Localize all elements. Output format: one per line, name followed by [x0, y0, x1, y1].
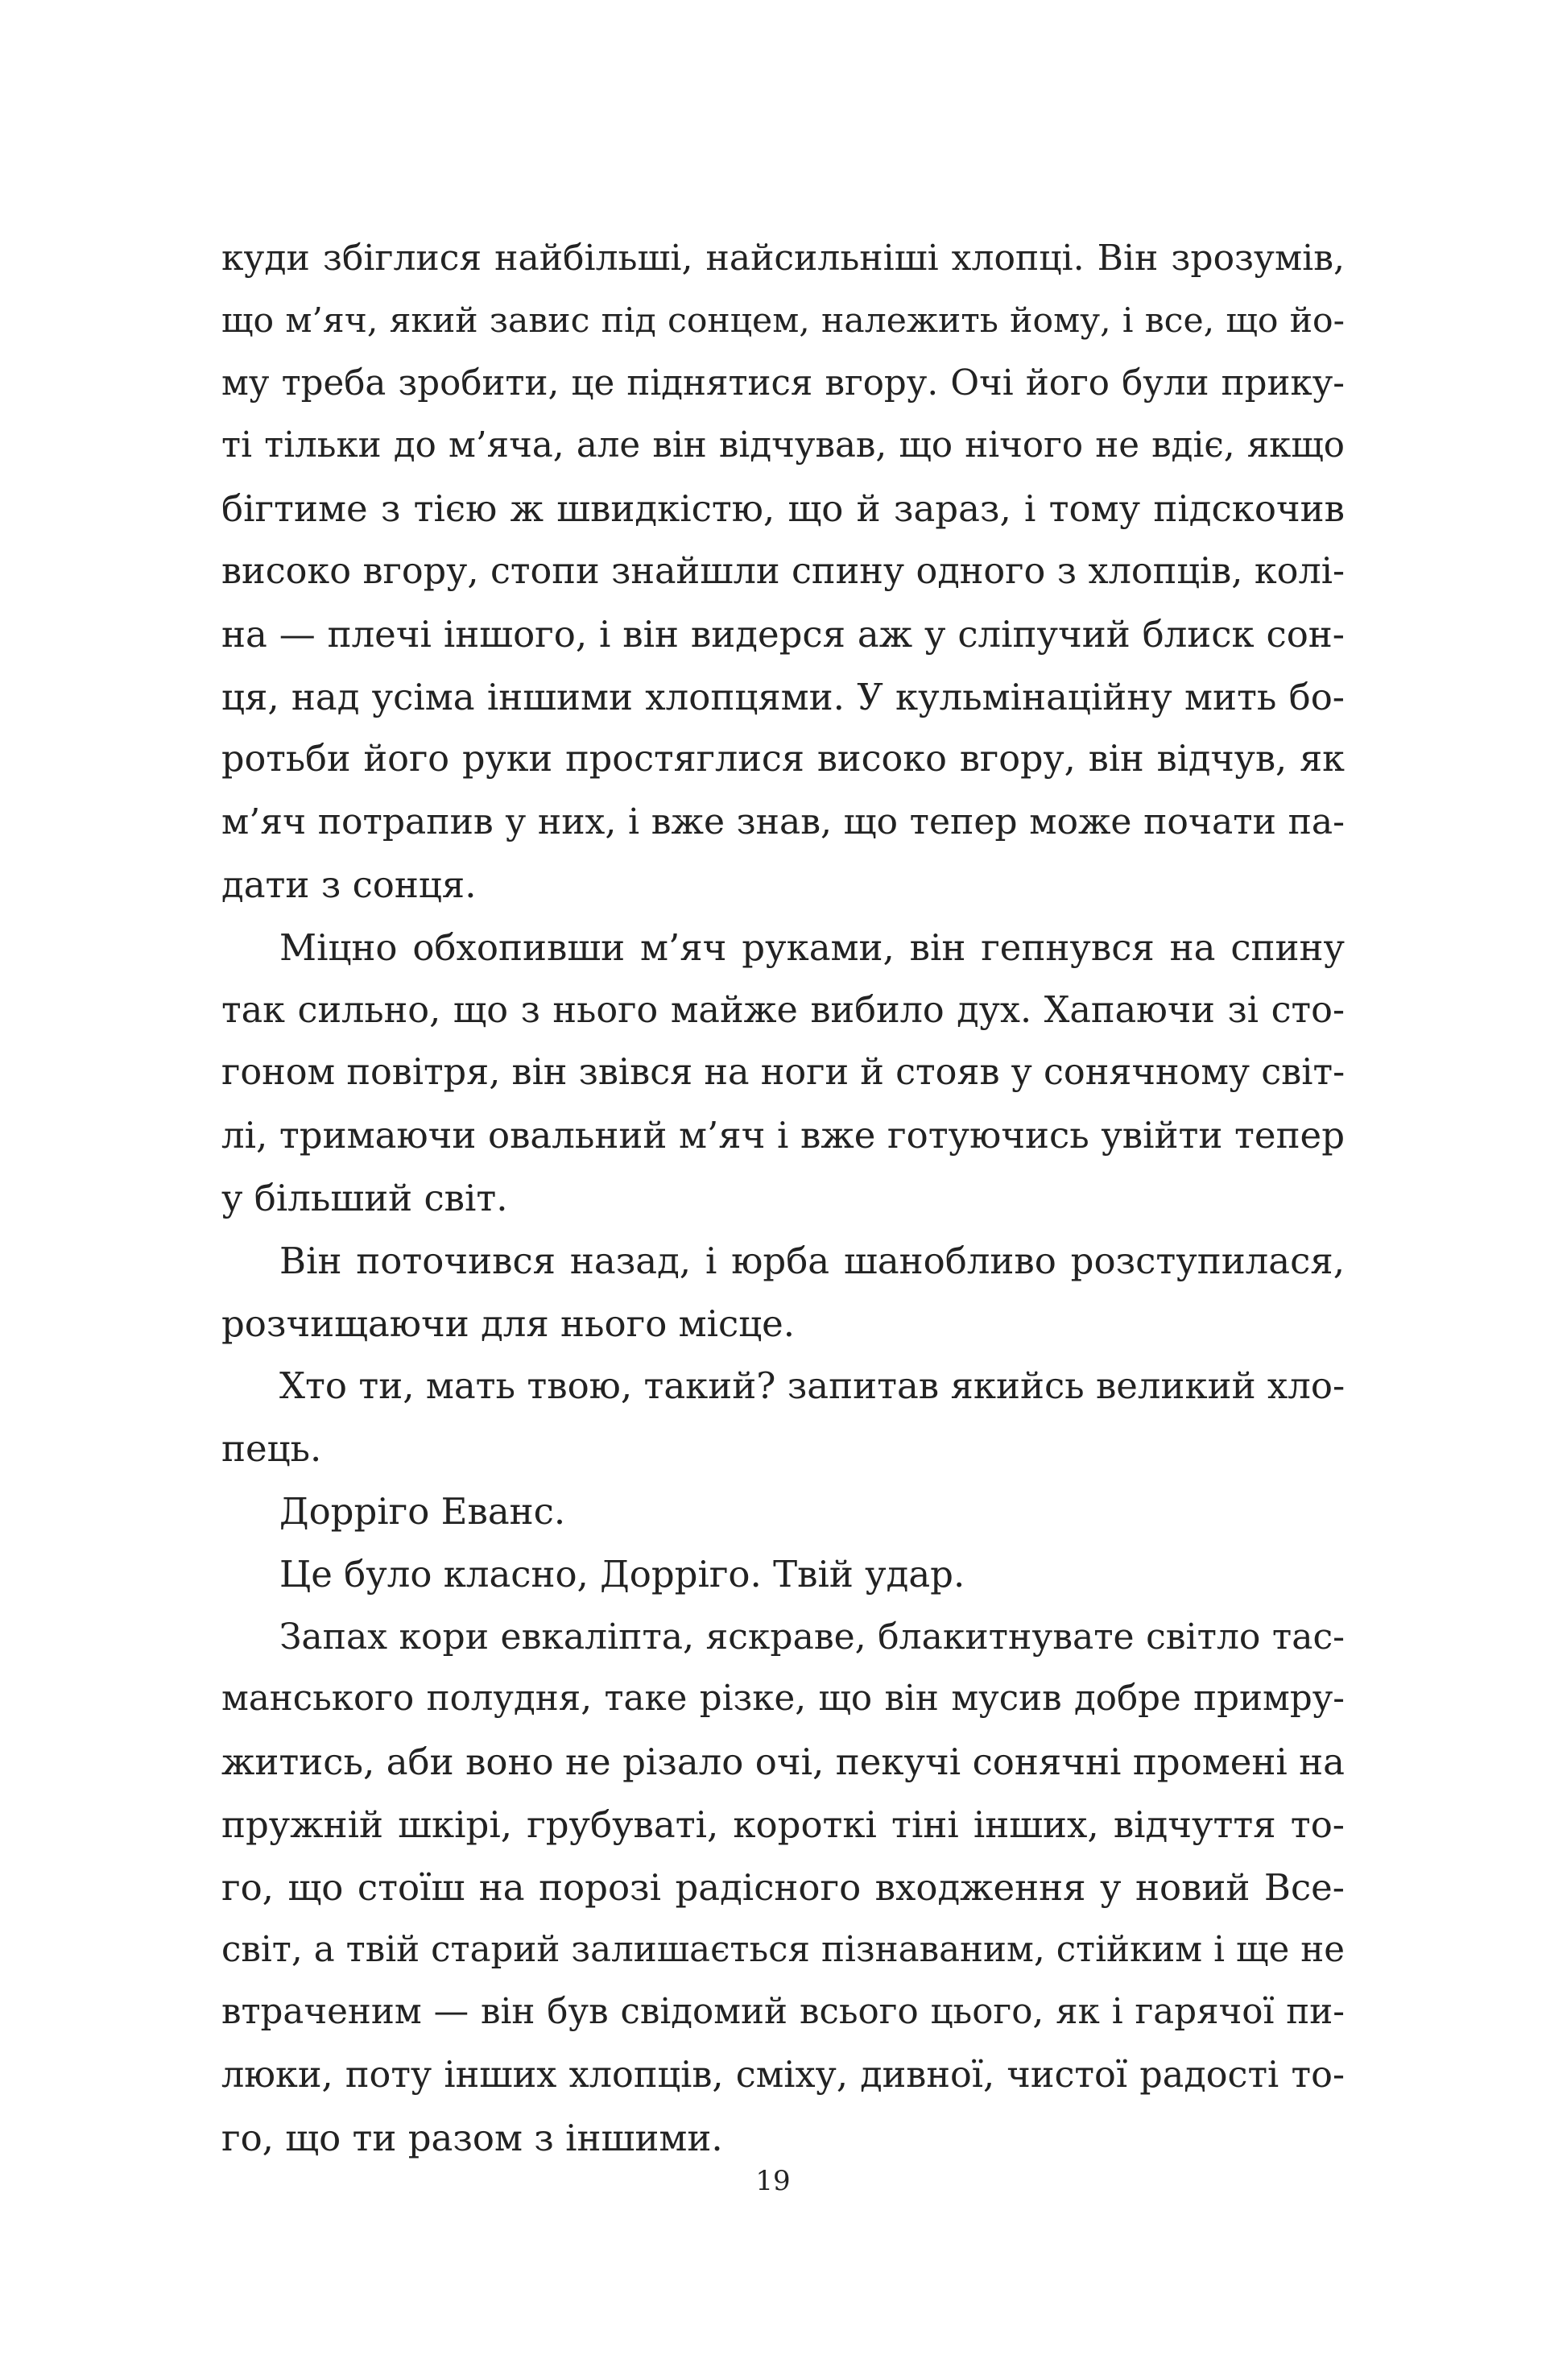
text-line: пець. [221, 1427, 322, 1471]
text-line: Це було класно, Дорріго. Твій удар. [279, 1552, 965, 1596]
text-line: дати з сонця. [221, 863, 477, 906]
text-line: пружній шкірі, грубуваті, короткі тіні інших, відчуття то- [221, 1803, 1345, 1846]
text-line: світ, а твій старий залишається пізнаваним, стійким і ще не [221, 1929, 1345, 1970]
text-line: Він поточився назад, і юрба шанобливо розступилася, [279, 1239, 1345, 1282]
text-line: ротьби його руки простяглися високо вгору, він відчув, як [221, 739, 1345, 780]
text-line: го, що стоїш на порозі радісного входження у новий Все- [221, 1865, 1345, 1909]
text-line: куди збіглися найбільші, найсильніші хлопці. Він зрозумів, [221, 238, 1345, 279]
text-line: на — плечі іншого, і він видерся аж у сліпучий блиск сон- [221, 612, 1345, 656]
text-line: що м’яч, який завис під сонцем, належить йому, і все, що йо- [221, 300, 1345, 341]
text-line: манського полудня, таке різке, що він мусив добре примру- [221, 1678, 1345, 1720]
text-line: м’яч потрапив у них, і вже знав, що тепер може почати па- [221, 801, 1345, 843]
text-line: ця, над усіма іншими хлопцями. У кульмінаційну мить бо- [221, 675, 1345, 718]
text-line: високо вгору, стопи знайшли спину одного з хлопців, колі- [221, 550, 1345, 592]
text-line: Запах кори евкаліпта, яскраве, блакитнувате світло тас- [279, 1616, 1345, 1658]
text-line: Хто ти, мать твою, такий? запитав якийсь великий хло- [279, 1364, 1346, 1408]
text-line: житись, аби воно не різало очі, пекучі сонячні промені на [221, 1741, 1345, 1784]
page-number: 19 [755, 2165, 791, 2197]
text-line: так сильно, що з нього майже вибило дух. Хапаючи зі сто- [221, 989, 1345, 1031]
text-line: бігтиме з тією ж швидкістю, що й зараз, і тому підскочив [221, 487, 1345, 531]
text-line: розчищаючи для нього місце. [221, 1302, 796, 1345]
text-line: лі, тримаючи овальний м’яч і вже готуючись увійти тепер [221, 1114, 1345, 1157]
text-line: Дорріго Еванс. [279, 1489, 566, 1533]
text-line: ті тільки до м’яча, але він відчував, що нічого не вдіє, якщо [221, 425, 1345, 466]
text-line: гоном повітря, він звівся на ноги й стояв у сонячному світ- [221, 1052, 1346, 1094]
text-line: го, що ти разом з іншими. [221, 2116, 723, 2159]
text-line: втраченим — він був свідомий всього цього, як і гарячої пи- [221, 1992, 1345, 2033]
text-line: у більший світ. [221, 1176, 508, 1219]
text-line: му треба зробити, це піднятися вгору. Очі його були прику- [221, 362, 1345, 404]
text-line: люки, поту інших хлопців, сміху, дивної, чистої радості то- [221, 2055, 1345, 2096]
body-text [221, 227, 1345, 2170]
text-line: Міцно обхопивши м’яч руками, він гепнувся на спину [279, 925, 1345, 969]
